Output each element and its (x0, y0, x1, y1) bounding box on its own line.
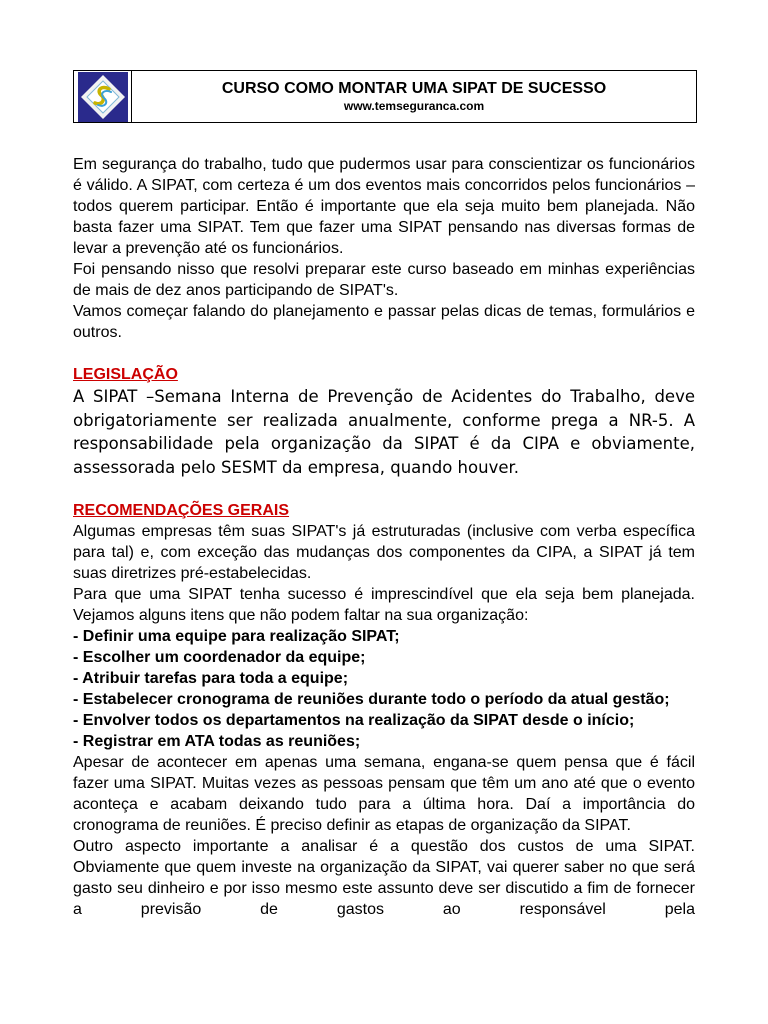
recomendacoes-paragraph-3: Apesar de acontecer em apenas uma semana, engana-se quem pensa que é fácil fazer uma SIPAT. Muitas vezes as pessoas pensam que têm um ano até que o evento aconteça e acabam deixando tudo para a última hora. Daí a importância do cronograma de reuniões. É preciso definir as etapas de organização da SIPAT. (73, 754, 695, 834)
recomendacoes-paragraph-1: Algumas empresas têm suas SIPAT's já estruturadas (inclusive com verba específica para tal) e, com exceção das mudanças dos componentes da CIPA, a SIPAT já tem suas diretrizes pré-estabelecidas. (73, 523, 695, 582)
list-item: - Escolher um coordenador da equipe; (73, 649, 366, 666)
logo-cell (74, 71, 132, 122)
list-item: - Definir uma equipe para realização SIPAT; (73, 628, 400, 645)
section-heading-recomendacoes: RECOMENDAÇÕES GERAIS (73, 502, 290, 519)
recomendacoes-paragraph-2: Para que uma SIPAT tenha sucesso é imprescindível que ela seja bem planejada. Vejamos alguns itens que não podem faltar na sua organização: (73, 586, 695, 624)
spacer (73, 479, 695, 500)
list-item: - Registrar em ATA todas as reuniões; (73, 733, 361, 750)
spacer (73, 343, 695, 364)
header-box (73, 70, 697, 123)
intro-paragraph-2: Foi pensando nisso que resolvi preparar este curso baseado em minhas experiências de mais de dez anos participando de SIPAT's. (73, 261, 695, 299)
document-body (73, 154, 695, 920)
website-url[interactable]: www.temseguranca.com (343, 99, 485, 113)
sipat-logo-icon (78, 72, 128, 122)
intro-paragraph-3: Vamos começar falando do planejamento e passar pelas dicas de temas, formulários e outros. (73, 303, 695, 341)
document-title: CURSO COMO MONTAR UMA SIPAT DE SUCESSO (221, 80, 607, 97)
list-item: - Envolver todos os departamentos na realização da SIPAT desde o início; (73, 712, 635, 729)
list-item: - Atribuir tarefas para toda a equipe; (73, 670, 349, 687)
intro-paragraph-1: Em segurança do trabalho, tudo que pudermos usar para conscientizar os funcionários é válido. A SIPAT, com certeza é um dos eventos mais concorridos pelos funcionários – todos querem participar. Então é importante que ela seja muito bem planejada. Não basta fazer uma SIPAT. Tem que fazer uma SIPAT pensando nas diversas formas de levar a prevenção até os funcionários. (73, 156, 695, 257)
recomendacoes-paragraph-4: Outro aspecto importante a analisar é a questão dos custos de uma SIPAT. Obviamente que quem investe na organização da SIPAT, vai querer saber no que será gasto seu dinheiro e por isso mesmo este assunto deve ser discutido a fim de fornecer a previsão de gastos ao responsável pela (73, 838, 695, 918)
list-item: - Estabelecer cronograma de reuniões durante todo o período da atual gestão; (73, 691, 670, 708)
section-heading-legislacao: LEGISLAÇÃO (73, 366, 178, 383)
legislacao-paragraph: A SIPAT –Semana Interna de Prevenção de Acidentes do Trabalho, deve obrigatoriamente ser realizada anualmente, conforme prega a NR-5. A responsabilidade pela organização da SIPAT é da CIPA e obviamente, assessorada pelo SESMT da empresa, quando houver. (73, 387, 695, 477)
header-title-cell (132, 71, 696, 122)
